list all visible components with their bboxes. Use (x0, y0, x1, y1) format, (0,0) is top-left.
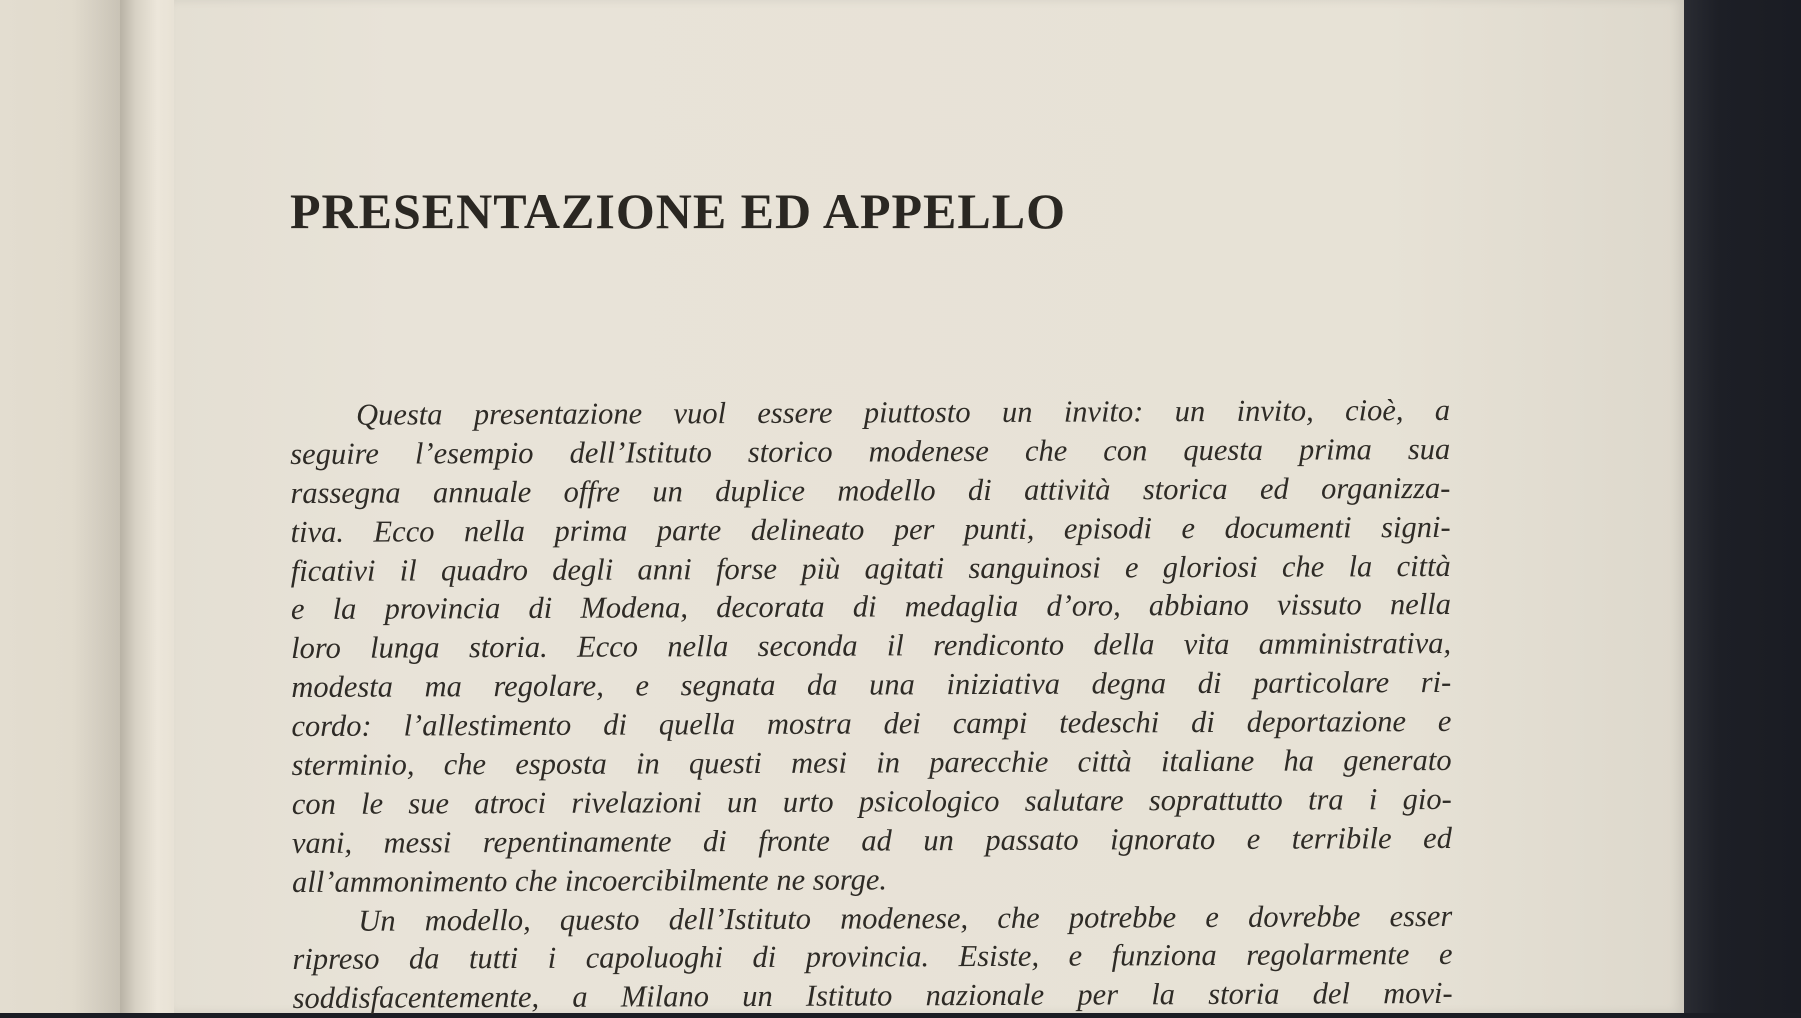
text-line: soddisfacentemente, a Milano un Istituto nazionale per la storia del movi- (292, 976, 1453, 1016)
text-line: seguire l’esempio dell’Istituto storico modenese che con questa prima sua (290, 431, 1451, 471)
text-line: vani, messi repentinamente di fronte ad un passato ignorato e terribile ed (291, 820, 1453, 860)
bleed-through-text (268, 12, 1448, 176)
text-line: loro lunga storia. Ecco nella seconda il rendiconto della vita amministrativa, (291, 626, 1452, 666)
text-line: ripreso da tutti i capoluoghi di provincia. Esiste, e funziona regolarmente e (292, 937, 1453, 977)
text-line: Questa presentazione vuol essere piuttosto un invito: un invito, cioè, a (356, 392, 1451, 432)
text-line: cordo: l’allestimento di quella mostra dei campi tedeschi di deportazione e (291, 704, 1452, 744)
text-line: all’ammonimento che incoercibilmente ne sorge. (292, 862, 888, 899)
text-line: modesta ma regolare, e segnata da una iniziativa degna di particolare ri- (291, 665, 1452, 705)
page-title: PRESENTAZIONE ED APPELLO (290, 183, 1067, 239)
text-line: con le sue atroci rivelazioni un urto psicologico salutare soprattutto tra i gio- (291, 781, 1452, 821)
facing-page-edge (0, 0, 120, 1013)
text-line: Un modello, questo dell’Istituto modenese, che potrebbe e dovrebbe esser (358, 898, 1453, 938)
book-gutter (120, 0, 182, 1013)
text-line: sterminio, che esposta in questi mesi in parecchie città italiane ha generato (291, 742, 1452, 783)
text-line: tiva. Ecco nella prima parte delineato per punti, episodi e documenti signi- (290, 509, 1451, 549)
body-text (290, 391, 1453, 1018)
dark-background (1684, 0, 1801, 1013)
text-line: ficativi il quadro degli anni forse più agitati sanguinosi e gloriosi che la città (290, 548, 1451, 588)
text-line: rassegna annuale offre un duplice modello di attività storica ed organizza- (290, 470, 1451, 510)
text-line: e la provincia di Modena, decorata di medaglia d’oro, abbiano vissuto nella (290, 587, 1451, 627)
